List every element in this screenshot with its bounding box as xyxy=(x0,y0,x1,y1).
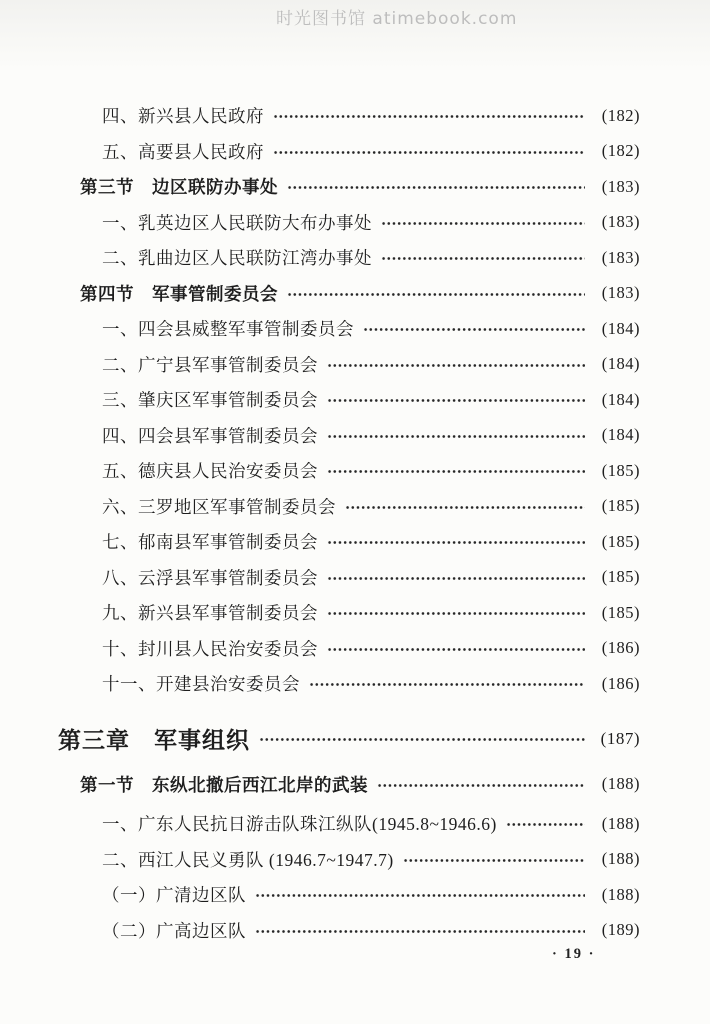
toc-entry-label: 七、郁南县军事管制委员会 xyxy=(102,532,318,553)
toc-entry xyxy=(58,666,640,702)
toc-entry-page: (185) xyxy=(601,531,640,551)
toc-entry-label: （一）广清边区队 xyxy=(102,885,246,906)
dot-leader xyxy=(255,928,585,935)
toc-entry-label: 第三节 边区联防办事处 xyxy=(80,177,278,198)
dot-leader xyxy=(255,892,585,899)
toc-entry-page: (186) xyxy=(601,638,640,658)
toc-entry-page: (185) xyxy=(601,496,640,516)
toc-entry-subitem xyxy=(58,877,640,913)
dot-leader xyxy=(327,397,585,404)
watermark-text: 时光图书馆 atimebook.com xyxy=(276,9,518,29)
toc-entry-page: (184) xyxy=(601,354,640,374)
toc-entry xyxy=(58,240,640,276)
toc-entry xyxy=(58,560,640,596)
dot-leader xyxy=(345,504,585,511)
toc-entry-label: 二、广宁县军事管制委员会 xyxy=(102,354,318,375)
dot-leader xyxy=(259,736,585,743)
toc-entry xyxy=(58,489,640,525)
dot-leader xyxy=(327,539,585,546)
toc-entry-page: (184) xyxy=(601,318,640,338)
toc-entry-page: (185) xyxy=(601,602,640,622)
toc-entry-chapter xyxy=(58,718,640,760)
toc-entry-label: 一、乳英边区人民联防大布办事处 xyxy=(102,212,372,233)
dot-leader xyxy=(273,113,585,120)
toc-entry-page: (185) xyxy=(601,567,640,587)
page-folio: · 19 · xyxy=(552,946,596,962)
toc-entry-label: 四、四会县军事管制委员会 xyxy=(102,425,318,446)
toc-entry-page: (184) xyxy=(601,389,640,409)
dot-leader xyxy=(287,291,585,298)
toc-entry-page: (183) xyxy=(601,176,640,196)
toc-entry-page: (183) xyxy=(601,212,640,232)
toc-entry-page: (186) xyxy=(601,673,640,693)
toc-entry-label: 一、广东人民抗日游击队珠江纵队(1945.8~1946.6) xyxy=(102,814,497,835)
toc-entry-page: (182) xyxy=(601,105,640,125)
toc-entry xyxy=(58,453,640,489)
toc-entry-page: (183) xyxy=(601,247,640,267)
dot-leader xyxy=(363,326,585,333)
dot-leader xyxy=(506,821,585,828)
dot-leader xyxy=(327,468,585,475)
toc-entry xyxy=(58,595,640,631)
toc-entry-label: 十、封川县人民治安委员会 xyxy=(102,638,318,659)
toc-entry-label: 第一节 东纵北撤后西江北岸的武装 xyxy=(80,774,368,795)
dot-leader xyxy=(327,575,585,582)
dot-leader xyxy=(287,184,585,191)
toc-entry-section xyxy=(58,276,640,312)
toc-entry-page: (187) xyxy=(600,728,640,748)
dot-leader xyxy=(327,362,585,369)
dot-leader xyxy=(327,610,585,617)
dot-leader xyxy=(327,646,585,653)
toc-list xyxy=(58,98,640,948)
toc-entry-subitem xyxy=(58,913,640,949)
toc-entry-label: 五、德庆县人民治安委员会 xyxy=(102,461,318,482)
toc-entry-page: (183) xyxy=(601,283,640,303)
toc-entry-label: 九、新兴县军事管制委员会 xyxy=(102,603,318,624)
toc-entry-label: 二、乳曲边区人民联防江湾办事处 xyxy=(102,248,372,269)
toc-entry xyxy=(58,311,640,347)
toc-entry xyxy=(58,98,640,134)
toc-entry-page: (188) xyxy=(601,849,640,869)
toc-entry-page: (185) xyxy=(601,460,640,480)
toc-entry xyxy=(58,524,640,560)
toc-entry-label: 第三章 军事组织 xyxy=(58,728,250,753)
toc-entry xyxy=(58,382,640,418)
toc-entry xyxy=(58,134,640,170)
dot-leader xyxy=(381,255,585,262)
toc-entry xyxy=(58,842,640,878)
toc-entry-page: (184) xyxy=(601,425,640,445)
toc-entry-label: 六、三罗地区军事管制委员会 xyxy=(102,496,336,517)
toc-entry-page: (189) xyxy=(601,920,640,940)
toc-entry-section xyxy=(58,169,640,205)
toc-entry xyxy=(58,631,640,667)
toc-entry-label: 四、新兴县人民政府 xyxy=(102,106,264,127)
toc-entry xyxy=(58,806,640,842)
dot-leader xyxy=(403,857,585,864)
toc-entry-label: 八、云浮县军事管制委员会 xyxy=(102,567,318,588)
dot-leader xyxy=(377,782,585,789)
dot-leader xyxy=(273,149,585,156)
toc-entry-label: （二）广高边区队 xyxy=(102,920,246,941)
toc-entry-label: 十一、开建县治安委员会 xyxy=(102,674,300,695)
toc-entry-label: 五、高要县人民政府 xyxy=(102,141,264,162)
dot-leader xyxy=(309,681,585,688)
toc-entry-page: (188) xyxy=(601,884,640,904)
toc-entry-label: 一、四会县威整军事管制委员会 xyxy=(102,319,354,340)
toc-entry-label: 三、肇庆区军事管制委员会 xyxy=(102,390,318,411)
toc-entry xyxy=(58,205,640,241)
toc-entry-page: (182) xyxy=(601,141,640,161)
dot-leader xyxy=(327,433,585,440)
toc-entry-label: 第四节 军事管制委员会 xyxy=(80,283,278,304)
toc-entry-label: 二、西江人民义勇队 (1946.7~1947.7) xyxy=(102,849,394,870)
toc-entry xyxy=(58,418,640,454)
dot-leader xyxy=(381,220,585,227)
toc-entry-page: (188) xyxy=(601,813,640,833)
toc-entry-section xyxy=(58,767,640,803)
toc-entry xyxy=(58,347,640,383)
toc-entry-page: (188) xyxy=(601,774,640,794)
